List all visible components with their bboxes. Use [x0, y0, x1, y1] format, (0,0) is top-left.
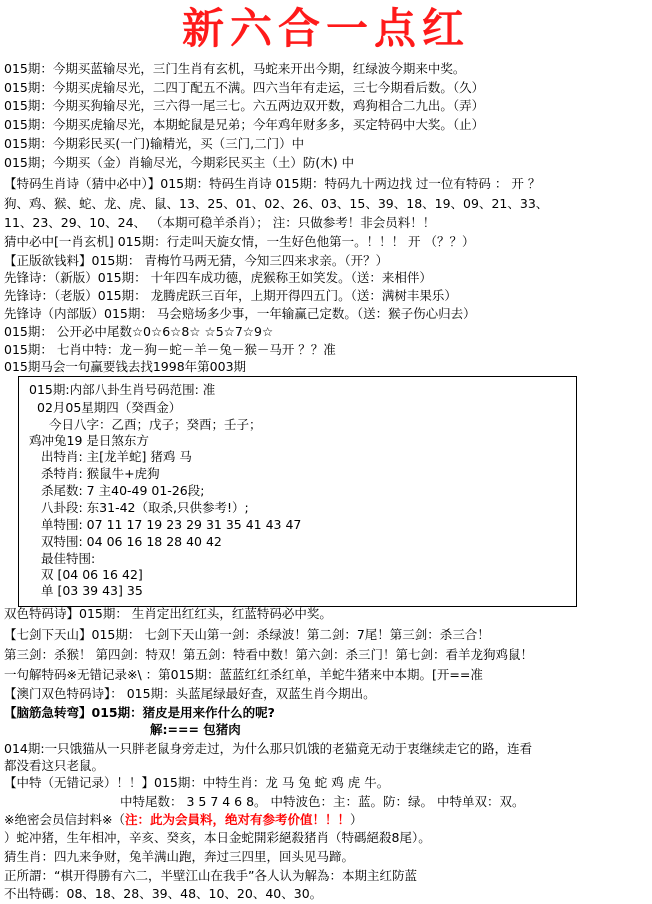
text-line: 先锋诗：（老版）015期： 龙腾虎跃三百年，上期开得四五门。（送：满树丰果乐）: [4, 288, 457, 303]
text-line: 狗、鸡、猴、蛇、龙、虎、鼠、13、25、01、02、26、03、15、39、18、19、09、21、33、: [4, 196, 549, 211]
riddle-answer: 解:=== 包猪肉: [150, 722, 241, 737]
text-line: 先锋诗：（新版）015期： 十年四车成功德，虎猴称王如笑发。（送：来相伴）: [4, 270, 432, 285]
text-line: 【正版欲钱料】015期： 青梅竹马两无猜，今知三四来求亲。（开？）: [4, 253, 389, 268]
bagua-range-box: [18, 376, 577, 607]
text-line: 【澳门双色特码诗】： 015期：头蓝尾绿最好查，双蓝生肖今期出。: [4, 686, 376, 701]
text-line: 第三剑：杀猴！ 第四剑：特双！第五剑：特看中数！第六剑：杀三门！第七剑：看羊龙狗鸡鼠！: [4, 647, 533, 662]
box-line: 双 [04 06 16 42]: [41, 567, 143, 582]
box-line: 今日八字：乙酉；戊子；癸酉；壬子；: [49, 417, 262, 432]
box-line: 双特围: 04 06 16 18 28 40 42: [41, 534, 222, 549]
text-line: 015期马会一句赢要钱去找1998年第003期: [4, 359, 247, 374]
text-line: 【特码生肖诗（猜中必中）】015期：特码生肖诗 015期：特码九十两边找 过一位有特码 ： 开 ？: [4, 176, 541, 191]
text-line: ）蛇冲猪，生年相冲，辛亥、癸亥，本日金蛇開彩絕殺猪肖（特碼絕殺8尾）。: [4, 830, 431, 845]
text-line: 中特尾数： 3 5 7 4 6 8。 中特波色：主：蓝。防：绿。 中特单双：双。: [120, 794, 525, 809]
member-line: [4, 812, 362, 828]
text-line: 015期：今期买狗输尽光，三六得一尾三七。六五两边双开数，鸡狗相合二九出。（弄）: [4, 98, 485, 113]
box-line: 出特肖: 主[龙羊蛇] 猪鸡 马: [41, 449, 192, 464]
text-line: 【七剑下天山】015期： 七剑下天山第一剑：杀绿波！第二剑：7尾！第三剑：杀三合！: [4, 627, 490, 642]
box-line: 杀特肖: 猴鼠牛+虎狗: [41, 466, 160, 481]
box-line: 杀尾数: 7 主40-49 01-26段;: [41, 483, 205, 498]
text-line: 015期：今期买蓝输尽光，三门生肖有玄机，马蛇来开出今期，红绿波今期来中奖。: [4, 61, 466, 76]
text-line: 015期；今期买（金）肖输尽光，今期彩民买主（土）防(木) 中: [4, 155, 355, 170]
text-line: 都没看这只老鼠。: [4, 758, 105, 773]
text-line: 正所謂：“棋开得勝有六二，半壁江山在我手”各人认为解為：本期主红防蓝: [4, 868, 417, 883]
text-line: 猜中必中[一肖玄机] 015期：行走叫天旋女情，一生好色他第一。！！！ 开 （？？）: [4, 234, 475, 249]
text-line: 猜生肖：四九来争财，兔羊满山跑，奔过三四里，回头见马蹄。: [4, 849, 355, 864]
member-prefix: ※绝密会员信封料※（: [4, 812, 125, 827]
text-line: 015期： 七肖中特：龙－狗－蛇－羊－兔－猴－马开 ？？准: [4, 342, 336, 357]
text-line: 一句解特码※无错记录※\ ：第015期：蓝蓝红红杀红单，羊蛇牛猪来中本期。[开==准: [4, 667, 483, 682]
text-line: 【中特（无错记录）！！】015期：中特生肖：龙 马 兔 蛇 鸡 虎 牛。: [4, 775, 390, 790]
text-line: 11、23、29、10、24、 （本期可稳羊杀肖）； 注：只做参考！非会员料！！: [4, 215, 436, 230]
member-note: 注：此为会員料，绝对有参考价值！！！: [124, 812, 350, 827]
text-line: 先锋诗（内部版）015期： 马会赔场多少事，一年输赢己定数。（送：猴子伤心归去）: [4, 306, 476, 321]
box-line: 最佳特围:: [41, 551, 96, 566]
box-line: 单 [03 39 43] 35: [41, 583, 143, 598]
text-line: 015期：今期买虎输尽光，本期蛇鼠是兄弟；今年鸡年财多多，买定特码中大奖。（止）: [4, 117, 485, 132]
text-line: 015期：今期彩民买(一门)输精光，买（三门,二门）中: [4, 136, 305, 151]
page-title: 新六合一点红: [181, 4, 470, 53]
box-line: 八卦段: 东31-42（取杀,只供参考!）;: [41, 500, 249, 515]
member-suffix: ）: [349, 812, 363, 827]
box-line: 02月05星期四（癸酉金）: [37, 400, 182, 415]
box-line: 单特围: 07 11 17 19 23 29 31 35 41 43 47: [41, 517, 302, 532]
text-line: 015期：今期买虎输尽光，二四丁配五不满。四六当年有走运，三七今期看后数。（久）: [4, 80, 485, 95]
text-line: 双色特码诗】015期： 生肖定出红红头，红蓝特码必中奖。: [4, 606, 332, 621]
box-line: 015期:内部八卦生肖号码范围: 准: [29, 382, 216, 397]
text-line: 【脑筋急转弯】015期：猪皮是用来作什么的呢?: [4, 705, 275, 720]
text-line: 014期:一只饿猫从一只胖老鼠身旁走过，为什么那只饥饿的老猫竟无动于衷继续走它的路，连看: [4, 741, 533, 756]
box-line: 鸡冲兔19 是日煞东方: [29, 433, 149, 448]
text-line: 015期： 公开必中尾数☆0☆6☆8☆ ☆5☆7☆9☆: [4, 324, 274, 339]
text-line: 不出特碼：08、18、28、39、48、10、20、40、30。: [4, 886, 323, 901]
